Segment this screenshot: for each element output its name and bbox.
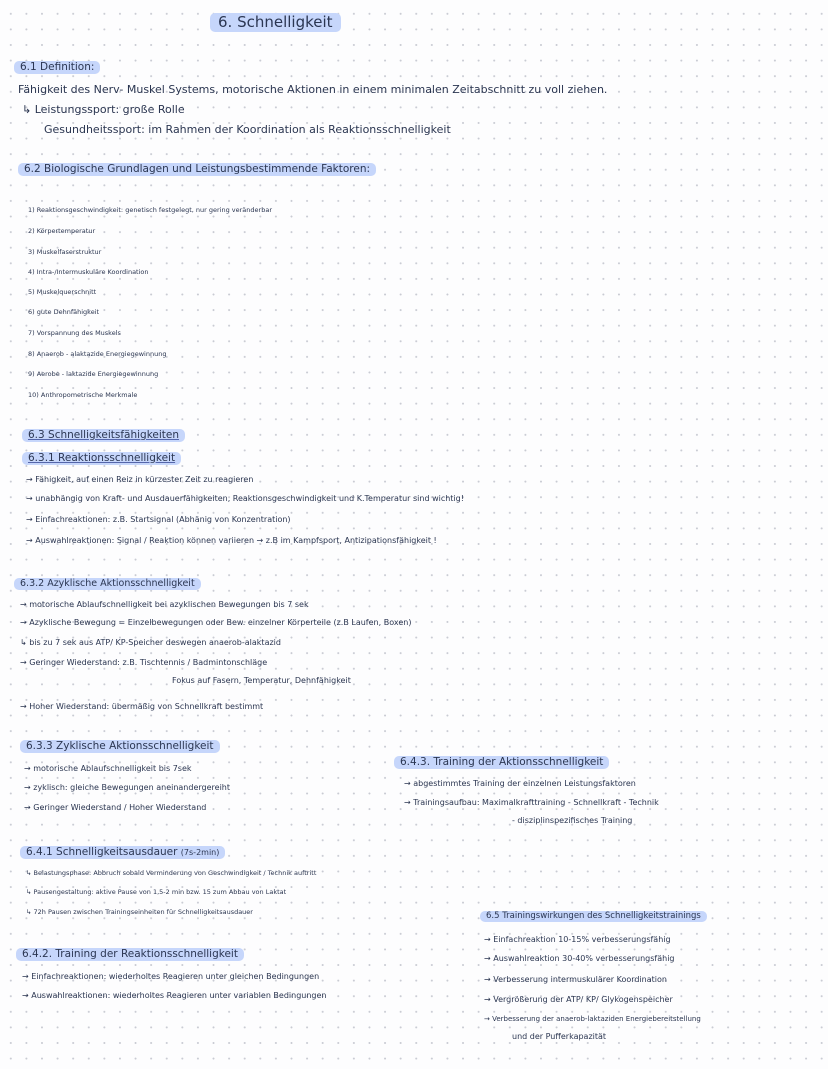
training-reaktion-item: → Einfachreaktionen: wiederholtes Reagieren unter gleichen Bedingungen <box>22 972 320 981</box>
ausdauer-item: ↳ Belastungsphase: Abbruch sobald Verminderung von Geschwindigkeit / Technik auftritt <box>26 869 317 877</box>
azyklisch-item: → Azyklische Bewegung = Einzelbewegungen oder Bew. einzelner Körperteile (z.B Laufen, Boxen) <box>20 618 412 627</box>
azyklisch-item: → motorische Ablaufschnelligkeit bei azyklischen Bewegungen bis 7 sek <box>20 600 309 609</box>
zyklisch-item: → Geringer Wiederstand / Hoher Wiederstand <box>24 803 207 812</box>
reaction-item: → Einfachreaktionen: z.B. Startsignal (Abhänig von Konzentration) <box>26 515 291 524</box>
heading-6-4-1-note: (7s-2min) <box>180 848 220 857</box>
azyklisch-item: → Hoher Wiederstand: übermäßig von Schnellkraft bestimmt <box>20 702 264 711</box>
ausdauer-item: ↳ 72h Pausen zwischen Trainingseinheiten für Schnelligkeitsausdauer <box>26 908 253 916</box>
training-aktion-item: - disziplinspezifisches Training <box>512 816 633 825</box>
heading-6-1: 6.1 Definition: <box>14 61 100 74</box>
reaction-item: → Fähigkeit, auf einen Reiz in kürzester Zeit zu reagieren <box>26 475 254 484</box>
training-reaktion-item: → Auswahlreaktionen: wiederholtes Reagieren unter variablen Bedingungen <box>22 991 327 1000</box>
wirkung-item: und der Pufferkapazität <box>512 1032 607 1041</box>
azyklisch-item: ↳ bis zu 7 sek aus ATP/ KP-Speicher deswegen anaerob-alaktazid <box>20 638 281 647</box>
heading-6-3-2: 6.3.2 Azyklische Aktionsschnelligkeit <box>14 578 201 590</box>
factor-item: 8) Anaerob - alaktazide Energiegewinnung <box>28 350 167 358</box>
reaction-item: → unabhängig von Kraft- und Ausdauerfähigkeiten, Reaktionsgeschwindigkeit und K.Temperatur sind wichtig! <box>26 494 464 503</box>
wirkung-item: → Verbesserung intermuskulärer Koordination <box>484 975 667 984</box>
factor-item: 1) Reaktionsgeschwindigkeit: genetisch festgelegt, nur gering veränderbar <box>28 206 272 214</box>
wirkung-item: → Auswahlreaktion 30-40% verbesserungsfähig <box>484 954 675 963</box>
zyklisch-item: → zyklisch: gleiche Bewegungen aneinandergereiht <box>24 783 230 792</box>
azyklisch-item: Fokus auf Fasern, Temperatur, Dehnfähigkeit <box>172 676 351 685</box>
factor-item: 3) Muskelfaserstruktur <box>28 248 102 256</box>
training-aktion-item: → abgestimmtes Training der einzelnen Leistungsfaktoren <box>404 779 636 788</box>
wirkung-item: → Verbesserung der anaerob-laktaziden Energiebereitstellung <box>484 1015 701 1023</box>
factor-item: 10) Anthropometrische Merkmale <box>28 391 138 399</box>
wirkung-item: → Einfachreaktion 10-15% verbesserungsfähig <box>484 935 671 944</box>
heading-6-4-1 <box>20 846 225 859</box>
azyklisch-item: → Geringer Wiederstand: z.B. Tischtennis / Badmintonschläge <box>20 658 268 667</box>
factor-item: 6) gute Dehnfähigkeit <box>28 308 100 316</box>
zyklisch-item: → motorische Ablaufschnelligkeit bis 7sek <box>24 764 192 773</box>
factor-item: 9) Aerobe - laktazide Energiegewinnung <box>28 370 159 378</box>
heading-6-3-3: 6.3.3 Zyklische Aktionsschnelligkeit <box>20 740 220 753</box>
heading-6-4-1-title: 6.4.1 Schnelligkeitsausdauer <box>26 846 178 858</box>
page-title: 6. Schnelligkeit <box>210 13 341 32</box>
heading-6-3: 6.3 Schnelligkeitsfähigkeiten <box>22 429 185 442</box>
heading-6-4-3: 6.4.3. Training der Aktionsschnelligkeit <box>394 756 609 769</box>
heading-6-3-1: 6.3.1 Reaktionsschnelligkeit <box>22 452 181 465</box>
training-aktion-item: → Trainingsaufbau: Maximalkrafttraining - Schnellkraft - Technik <box>404 798 659 807</box>
factor-item: 7) Vorspannung des Muskels <box>28 329 121 337</box>
factor-item: 2) Körpertemperatur <box>28 227 96 235</box>
wirkung-item: → Vergrößerung der ATP/ KP/ Glykogenspeicher <box>484 995 673 1004</box>
definition-line-1: ↳ Leistungssport: große Rolle <box>22 103 185 116</box>
heading-6-4-2: 6.4.2. Training der Reaktionsschnelligkeit <box>16 948 244 961</box>
reaction-item: → Auswahlreaktionen: Signal / Reaktion können variieren → z.B im Kampfsport, Antizipationsfähigkeit ! <box>26 536 437 545</box>
heading-6-5: 6.5 Trainingswirkungen des Schnelligkeitstrainings <box>480 911 707 922</box>
factor-item: 4) Intra-/Intermuskuläre Koordination <box>28 268 149 276</box>
factor-item: 5) Muskelquerschnitt <box>28 288 97 296</box>
definition-line-2: Gesundheitssport: im Rahmen der Koordination als Reaktionsschnelligkeit <box>44 123 451 136</box>
heading-6-2: 6.2 Biologische Grundlagen und Leistungsbestimmende Faktoren: <box>18 163 376 176</box>
definition-text: Fähigkeit des Nerv- Muskel Systems, motorische Aktionen in einem minimalen Zeitabschnitt zu voll ziehen. <box>18 83 608 96</box>
ausdauer-item: ↳ Pausengestaltung: aktive Pause von 1,5-2 min bzw. 15 zum Abbau von Laktat <box>26 888 287 896</box>
